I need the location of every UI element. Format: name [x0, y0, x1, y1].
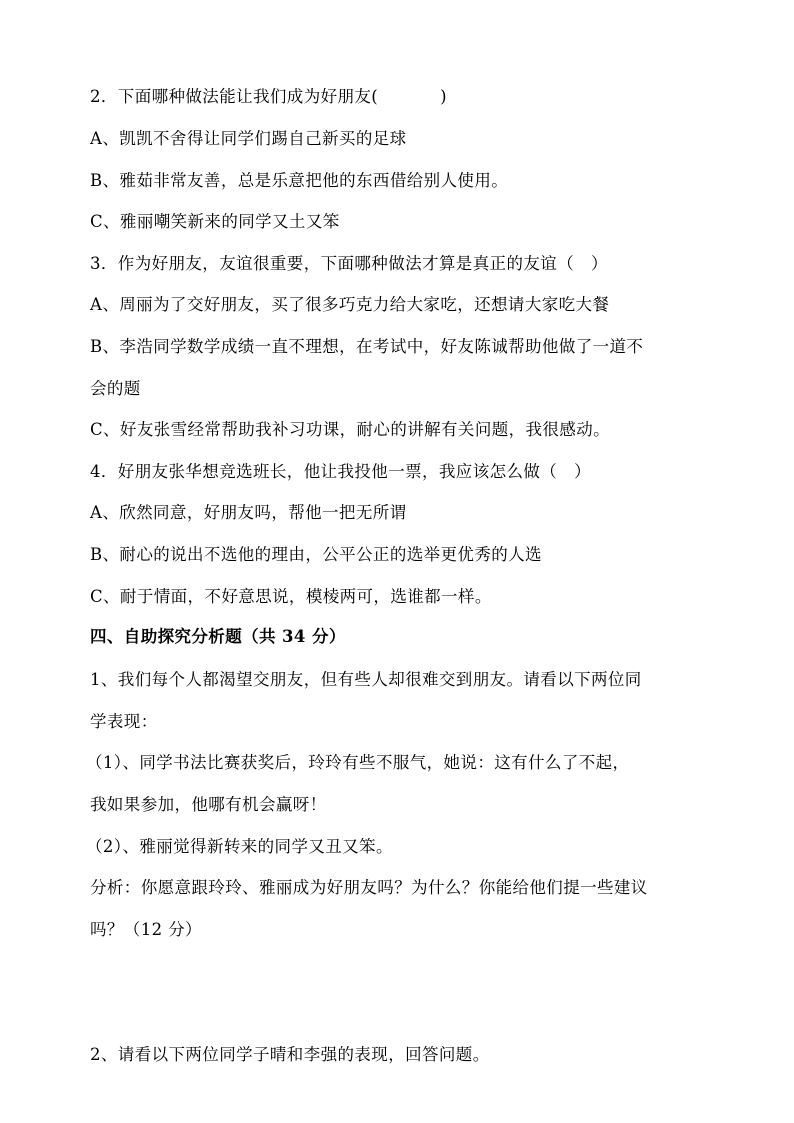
question-3-prompt: 3．作为好朋友，友谊很重要，下面哪种做法才算是真正的友谊（ ）: [90, 254, 608, 273]
question-3-option-c: C、好友张雪经常帮助我补习功课，耐心的讲解有关问题，我很感动。: [90, 420, 611, 439]
question-3-option-b-line-1: B、李浩同学数学成绩一直不理想，在考试中，好友陈诚帮助他做了一道不: [90, 337, 644, 356]
section-4-heading: 四、自助探究分析题（共 34 分）: [90, 627, 346, 646]
case-1-line-1: （1）、同学书法比赛获奖后，玲玲有些不服气，她说：这有什么了不起，: [86, 753, 630, 772]
case-2: （2）、雅丽觉得新转来的同学又丑又笨。: [86, 837, 393, 856]
case-1-line-2: 我如果参加，他哪有机会赢呀！: [90, 795, 327, 814]
question-2-option-b: B、雅茹非常友善，总是乐意把他的东西借给别人使用。: [90, 171, 509, 190]
question-4-option-c: C、耐于情面，不好意思说，模棱两可，选谁都一样。: [90, 587, 492, 606]
question-4-option-b: B、耐心的说出不选他的理由，公平公正的选举更优秀的人选: [90, 545, 542, 564]
analysis-line-2: 吗？（12 分）: [90, 920, 202, 939]
question-3-option-a: A、周丽为了交好朋友，买了很多巧克力给大家吃，还想请大家吃大餐: [90, 295, 610, 314]
analysis-line-1: 分析：你愿意跟玲玲、雅丽成为好朋友吗？为什么？你能给他们提一些建议: [90, 878, 648, 897]
section-4-question-1-line-1: 1、我们每个人都渴望交朋友，但有些人却很难交到朋友。请看以下两位同: [90, 670, 642, 689]
section-4-question-1-line-2: 学表现：: [90, 712, 158, 731]
question-2-prompt-end: ): [440, 87, 447, 106]
question-4-prompt: 4．好朋友张华想竞选班长，他让我投他一票，我应该怎么做（ ）: [90, 462, 591, 481]
question-2-prompt-start: 2．下面哪种做法能让我们成为好朋友(: [90, 87, 379, 106]
section-4-question-2-line-1: 2、请看以下两位同学子晴和李强的表现，回答问题。: [90, 1045, 490, 1064]
question-2-prompt: [90, 86, 730, 108]
question-2-option-c: C、雅丽嘲笑新来的同学又土又笨: [90, 212, 340, 231]
question-3-option-b-line-2: 会的题: [90, 379, 141, 398]
question-2-option-a: A、凯凯不舍得让同学们踢自己新买的足球: [90, 129, 407, 148]
question-4-option-a: A、欣然同意，好朋友吗，帮他一把无所谓: [90, 503, 407, 522]
